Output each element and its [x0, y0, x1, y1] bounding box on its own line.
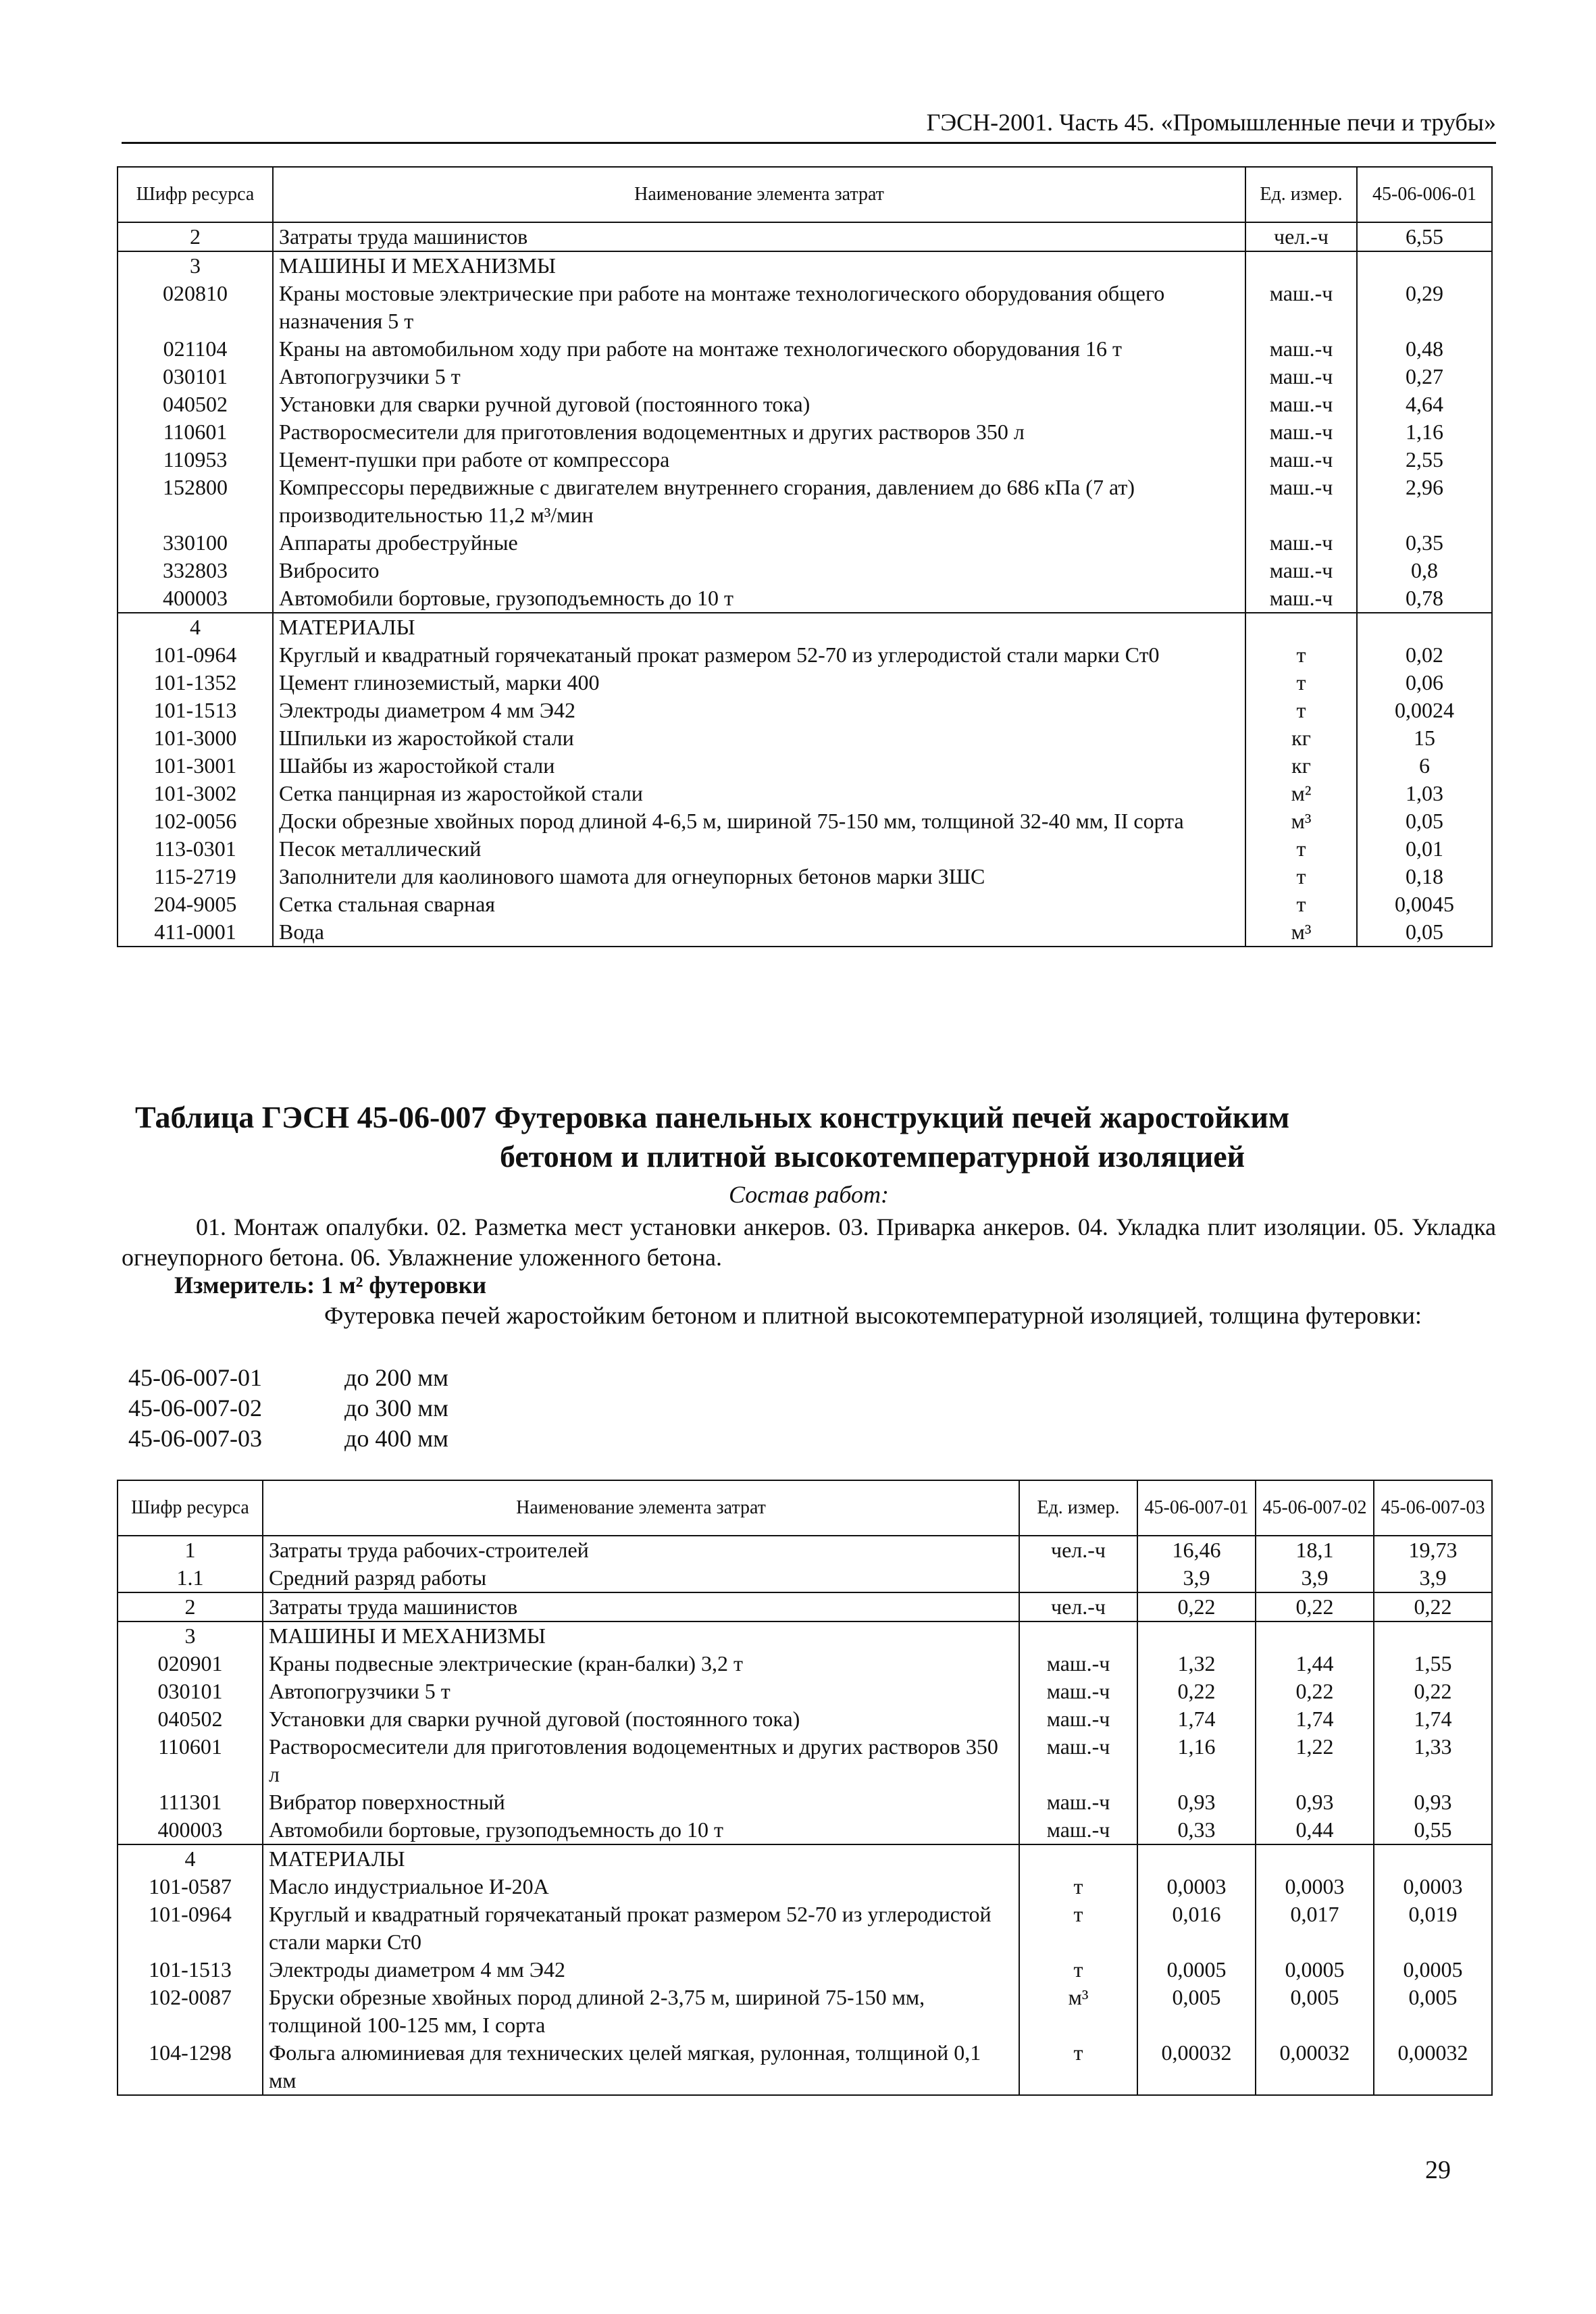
resource-table-45-06-006: [117, 166, 1493, 947]
cell-code: 3: [118, 251, 273, 280]
cell-code: 030101: [118, 1678, 263, 1705]
table-row: [118, 1650, 1492, 1678]
cell-code: 040502: [118, 391, 273, 418]
cell-unit: [1019, 1844, 1137, 1873]
cell-name: Вода: [273, 918, 1245, 947]
cell-code: 4: [118, 1844, 263, 1873]
cell-name: Цемент глиноземистый, марки 400: [273, 669, 1245, 697]
cell-code: 101-0964: [118, 641, 273, 669]
cell-value: 0,48: [1357, 335, 1492, 363]
cell-value: 0,0005: [1256, 1956, 1374, 1984]
works-text: 01. Монтаж опалубки. 02. Разметка мест установки анкеров. 03. Приварка анкеров. 04. Укладка плит изоляции. 05. Укладка огнеупорного бетона. 06. Увлажнение уложенного бетона.: [122, 1213, 1496, 1271]
cell-unit: [1245, 251, 1357, 280]
cell-unit: т: [1245, 669, 1357, 697]
cell-value: 0,005: [1137, 1984, 1256, 2039]
table-header-row: [118, 167, 1492, 222]
cell-unit: м³: [1019, 1984, 1137, 2039]
table-row: [118, 1788, 1492, 1816]
cell-value: 2,96: [1357, 474, 1492, 529]
table-row: [118, 1956, 1492, 1984]
cell-name: Аппараты дробеструйные: [273, 529, 1245, 557]
cell-value: 0,93: [1137, 1788, 1256, 1816]
cell-code: 030101: [118, 363, 273, 391]
table-row: [118, 780, 1492, 807]
cell-name: Вибратор поверхностный: [263, 1788, 1019, 1816]
cell-name: Краны подвесные электрические (кран-балки) 3,2 т: [263, 1650, 1019, 1678]
table-row: [118, 918, 1492, 947]
table-row: [118, 697, 1492, 724]
table-row: [118, 529, 1492, 557]
cell-code: 101-3001: [118, 752, 273, 780]
cell-name: Затраты труда машинистов: [263, 1592, 1019, 1621]
cell-value: 0,06: [1357, 669, 1492, 697]
table-row: [118, 1816, 1492, 1844]
cell-value: 0,0024: [1357, 697, 1492, 724]
variant-item: [128, 1393, 448, 1424]
cell-code: 020901: [118, 1650, 263, 1678]
works-description: [122, 1212, 1496, 1273]
cell-name: Автомобили бортовые, грузоподъемность до 10 т: [273, 584, 1245, 613]
cell-value: 1,16: [1357, 418, 1492, 446]
header-unit: Ед. измер.: [1245, 167, 1357, 222]
cell-unit: маш.-ч: [1019, 1733, 1137, 1788]
table-row: [118, 724, 1492, 752]
cell-value: 0,005: [1256, 1984, 1374, 2039]
header-value-03: 45-06-007-03: [1374, 1480, 1492, 1536]
cell-unit: чел.-ч: [1245, 222, 1357, 251]
cell-name: Песок металлический: [273, 835, 1245, 863]
table-title-line2: бетоном и плитной высокотемпературной изоляцией: [500, 1139, 1245, 1174]
cell-value: 0,44: [1256, 1816, 1374, 1844]
cell-name: Установки для сварки ручной дуговой (постоянного тока): [273, 391, 1245, 418]
measure-unit: Измеритель: 1 м² футеровки: [174, 1272, 487, 1299]
cell-code: 1.1: [118, 1564, 263, 1592]
cell-name: Фольга алюминиевая для технических целей мягкая, рулонная, толщиной 0,1 мм: [263, 2039, 1019, 2095]
cell-code: 113-0301: [118, 835, 273, 863]
cell-value: 6,55: [1357, 222, 1492, 251]
variant-label: до 200 мм: [344, 1364, 448, 1391]
header-value: 45-06-006-01: [1357, 167, 1492, 222]
page-header: ГЭСН-2001. Часть 45. «Промышленные печи и трубы»: [122, 103, 1496, 144]
page-number: 29: [1425, 2156, 1451, 2184]
works-caption: Состав работ:: [729, 1181, 889, 1208]
cell-value: 0,8: [1357, 557, 1492, 584]
cell-code: 110601: [118, 1733, 263, 1788]
cell-value: 0,017: [1256, 1901, 1374, 1956]
table-row: [118, 890, 1492, 918]
table-row: [118, 1733, 1492, 1788]
cell-code: 204-9005: [118, 890, 273, 918]
cell-name: Сетка стальная сварная: [273, 890, 1245, 918]
cell-name: Электроды диаметром 4 мм Э42: [273, 697, 1245, 724]
cell-name: Автомобили бортовые, грузоподъемность до 10 т: [263, 1816, 1019, 1844]
cell-unit: маш.-ч: [1245, 280, 1357, 335]
cell-name: Затраты труда рабочих-строителей: [263, 1536, 1019, 1564]
cell-name: Круглый и квадратный горячекатаный прокат размером 52-70 из углеродистой стали марки Ст0: [263, 1901, 1019, 1956]
cell-code: 104-1298: [118, 2039, 263, 2095]
cell-value: 0,02: [1357, 641, 1492, 669]
cell-unit: [1245, 613, 1357, 641]
table-body: [118, 1536, 1492, 2095]
cell-unit: маш.-ч: [1019, 1816, 1137, 1844]
cell-unit: [1019, 1564, 1137, 1592]
cell-unit: т: [1019, 1956, 1137, 1984]
cell-code: 400003: [118, 584, 273, 613]
cell-value: 0,33: [1137, 1816, 1256, 1844]
cell-code: 400003: [118, 1816, 263, 1844]
cell-code: 115-2719: [118, 863, 273, 890]
table-row: [118, 669, 1492, 697]
cell-code: 101-1352: [118, 669, 273, 697]
table-row: [118, 863, 1492, 890]
cell-unit: т: [1245, 835, 1357, 863]
cell-value: 0,0003: [1137, 1873, 1256, 1901]
cell-value: 0,22: [1256, 1678, 1374, 1705]
cell-unit: маш.-ч: [1245, 335, 1357, 363]
header-name: Наименование элемента затрат: [263, 1480, 1019, 1536]
cell-code: 2: [118, 222, 273, 251]
cell-value: 0,0003: [1374, 1873, 1492, 1901]
resource-table-45-06-007: [117, 1480, 1493, 2096]
cell-value: 0,93: [1256, 1788, 1374, 1816]
cell-unit: маш.-ч: [1019, 1705, 1137, 1733]
variant-label: до 400 мм: [344, 1425, 448, 1452]
cell-unit: м²: [1245, 780, 1357, 807]
table-row: [118, 418, 1492, 446]
cell-code: 101-0964: [118, 1901, 263, 1956]
table-title: [122, 1098, 1496, 1176]
table-row: [118, 251, 1492, 280]
cell-value: 0,22: [1374, 1592, 1492, 1621]
table-row: [118, 1536, 1492, 1564]
cell-unit: маш.-ч: [1245, 418, 1357, 446]
cell-value: 1,22: [1256, 1733, 1374, 1788]
cell-unit: маш.-ч: [1245, 529, 1357, 557]
cell-value: 1,74: [1374, 1705, 1492, 1733]
table-row: [118, 222, 1492, 251]
table-row: [118, 391, 1492, 418]
cell-unit: т: [1245, 641, 1357, 669]
cell-value: 0,01: [1357, 835, 1492, 863]
cell-code: 411-0001: [118, 918, 273, 947]
cell-name: Растворосмесители для приготовления водоцементных и других растворов 350 л: [263, 1733, 1019, 1788]
cell-value: 0,0005: [1137, 1956, 1256, 1984]
cell-value: 1,03: [1357, 780, 1492, 807]
cell-unit: маш.-ч: [1019, 1678, 1137, 1705]
cell-unit: т: [1019, 1873, 1137, 1901]
cell-unit: кг: [1245, 752, 1357, 780]
cell-unit: т: [1245, 863, 1357, 890]
cell-name: Вибросито: [273, 557, 1245, 584]
cell-name: МАШИНЫ И МЕХАНИЗМЫ: [273, 251, 1245, 280]
table-row: [118, 1873, 1492, 1901]
cell-code: 101-3000: [118, 724, 273, 752]
table-row: [118, 1844, 1492, 1873]
table-row: [118, 2039, 1492, 2095]
cell-value: 16,46: [1137, 1536, 1256, 1564]
cell-value: 2,55: [1357, 446, 1492, 474]
table-row: [118, 807, 1492, 835]
cell-name: Затраты труда машинистов: [273, 222, 1245, 251]
cell-value: 0,22: [1374, 1678, 1492, 1705]
cell-value: 1,16: [1137, 1733, 1256, 1788]
cell-unit: т: [1245, 697, 1357, 724]
header-unit: Ед. измер.: [1019, 1480, 1137, 1536]
table-row: [118, 1984, 1492, 2039]
cell-value: 0,22: [1256, 1592, 1374, 1621]
variants-list: [128, 1363, 448, 1454]
cell-unit: маш.-ч: [1245, 391, 1357, 418]
cell-code: 102-0087: [118, 1984, 263, 2039]
cell-value: 0,93: [1374, 1788, 1492, 1816]
cell-value: 0,27: [1357, 363, 1492, 391]
cell-value: [1256, 1844, 1374, 1873]
cell-code: 101-1513: [118, 697, 273, 724]
variant-item: [128, 1424, 448, 1454]
cell-name: Заполнители для каолинового шамота для огнеупорных бетонов марки ЗШС: [273, 863, 1245, 890]
table-row: [118, 752, 1492, 780]
cell-code: 101-0587: [118, 1873, 263, 1901]
cell-value: 1,32: [1137, 1650, 1256, 1678]
cell-name: Автопогрузчики 5 т: [273, 363, 1245, 391]
header-value-02: 45-06-007-02: [1256, 1480, 1374, 1536]
cell-name: Средний разряд работы: [263, 1564, 1019, 1592]
cell-value: 0,00032: [1374, 2039, 1492, 2095]
cell-value: 4,64: [1357, 391, 1492, 418]
cell-code: 4: [118, 613, 273, 641]
cell-name: Доски обрезные хвойных пород длиной 4-6,5 м, шириной 75-150 мм, толщиной 32-40 мм, II сорта: [273, 807, 1245, 835]
cell-code: 102-0056: [118, 807, 273, 835]
cell-unit: маш.-ч: [1245, 474, 1357, 529]
cell-value: [1256, 1621, 1374, 1650]
cell-code: 101-3002: [118, 780, 273, 807]
cell-name: Краны мостовые электрические при работе на монтаже технологического оборудования общего назначения 5 т: [273, 280, 1245, 335]
cell-value: 0,78: [1357, 584, 1492, 613]
table-row: [118, 835, 1492, 863]
cell-unit: м³: [1245, 918, 1357, 947]
cell-code: 332803: [118, 557, 273, 584]
table-title-line1: Таблица ГЭСН 45-06-007 Футеровка панельных конструкций печей жаростойким: [135, 1100, 1290, 1134]
cell-name: Круглый и квадратный горячекатаный прокат размером 52-70 из углеродистой стали марки Ст0: [273, 641, 1245, 669]
cell-value: 3,9: [1256, 1564, 1374, 1592]
cell-name: Бруски обрезные хвойных пород длиной 2-3,75 м, шириной 75-150 мм, толщиной 100-125 мм, I сорта: [263, 1984, 1019, 2039]
cell-value: [1374, 1621, 1492, 1650]
table-row: [118, 613, 1492, 641]
cell-value: [1137, 1621, 1256, 1650]
cell-code: 101-1513: [118, 1956, 263, 1984]
lining-description: Футеровка печей жаростойким бетоном и плитной высокотемпературной изоляцией, толщина футеровки:: [324, 1302, 1422, 1329]
cell-value: 0,00032: [1137, 2039, 1256, 2095]
table-row: [118, 557, 1492, 584]
cell-value: 3,9: [1137, 1564, 1256, 1592]
table-row: [118, 641, 1492, 669]
cell-code: 330100: [118, 529, 273, 557]
cell-name: МАТЕРИАЛЫ: [273, 613, 1245, 641]
table-row: [118, 446, 1492, 474]
cell-unit: т: [1019, 1901, 1137, 1956]
variant-label: до 300 мм: [344, 1394, 448, 1422]
cell-value: 0,005: [1374, 1984, 1492, 2039]
variant-item: [128, 1363, 448, 1393]
cell-unit: маш.-ч: [1245, 363, 1357, 391]
header-value-01: 45-06-007-01: [1137, 1480, 1256, 1536]
cell-unit: чел.-ч: [1019, 1592, 1137, 1621]
cell-name: Автопогрузчики 5 т: [263, 1678, 1019, 1705]
cell-name: Краны на автомобильном ходу при работе на монтаже технологического оборудования 16 т: [273, 335, 1245, 363]
header-code: Шифр ресурса: [118, 1480, 263, 1536]
table-row: [118, 584, 1492, 613]
table-row: [118, 335, 1492, 363]
cell-code: 040502: [118, 1705, 263, 1733]
cell-code: 021104: [118, 335, 273, 363]
header-code: Шифр ресурса: [118, 167, 273, 222]
variant-code: 45-06-007-01: [128, 1364, 262, 1391]
table-row: [118, 1678, 1492, 1705]
cell-value: 0,29: [1357, 280, 1492, 335]
cell-name: Шпильки из жаростойкой стали: [273, 724, 1245, 752]
cell-name: Установки для сварки ручной дуговой (постоянного тока): [263, 1705, 1019, 1733]
cell-code: 110601: [118, 418, 273, 446]
cell-unit: [1019, 1621, 1137, 1650]
cell-value: 1,74: [1137, 1705, 1256, 1733]
cell-code: 111301: [118, 1788, 263, 1816]
cell-value: 0,05: [1357, 807, 1492, 835]
table-row: [118, 1901, 1492, 1956]
cell-value: 0,0045: [1357, 890, 1492, 918]
cell-value: 0,35: [1357, 529, 1492, 557]
cell-unit: чел.-ч: [1019, 1536, 1137, 1564]
cell-unit: маш.-ч: [1245, 557, 1357, 584]
cell-value: 0,22: [1137, 1678, 1256, 1705]
cell-name: МАШИНЫ И МЕХАНИЗМЫ: [263, 1621, 1019, 1650]
table-row: [118, 474, 1492, 529]
cell-name: Масло индустриальное И-20А: [263, 1873, 1019, 1901]
cell-value: 1,33: [1374, 1733, 1492, 1788]
cell-value: 0,18: [1357, 863, 1492, 890]
cell-name: Растворосмесители для приготовления водоцементных и других растворов 350 л: [273, 418, 1245, 446]
cell-value: 19,73: [1374, 1536, 1492, 1564]
cell-unit: т: [1019, 2039, 1137, 2095]
cell-value: 0,016: [1137, 1901, 1256, 1956]
cell-value: 1,44: [1256, 1650, 1374, 1678]
cell-unit: маш.-ч: [1019, 1788, 1137, 1816]
cell-name: Электроды диаметром 4 мм Э42: [263, 1956, 1019, 1984]
cell-value: 0,22: [1137, 1592, 1256, 1621]
cell-value: 1,55: [1374, 1650, 1492, 1678]
cell-unit: маш.-ч: [1245, 446, 1357, 474]
cell-value: 0,0003: [1256, 1873, 1374, 1901]
cell-unit: маш.-ч: [1245, 584, 1357, 613]
cell-unit: м³: [1245, 807, 1357, 835]
cell-code: 1: [118, 1536, 263, 1564]
cell-value: 18,1: [1256, 1536, 1374, 1564]
cell-code: 020810: [118, 280, 273, 335]
cell-name: Сетка панцирная из жаростойкой стали: [273, 780, 1245, 807]
cell-value: [1357, 613, 1492, 641]
cell-value: [1357, 251, 1492, 280]
cell-name: Шайбы из жаростойкой стали: [273, 752, 1245, 780]
table-row: [118, 1592, 1492, 1621]
cell-value: 15: [1357, 724, 1492, 752]
cell-value: [1374, 1844, 1492, 1873]
cell-code: 110953: [118, 446, 273, 474]
cell-value: 1,74: [1256, 1705, 1374, 1733]
cell-value: 0,019: [1374, 1901, 1492, 1956]
cell-value: 0,05: [1357, 918, 1492, 947]
table-body: [118, 222, 1492, 947]
cell-value: [1137, 1844, 1256, 1873]
cell-value: 3,9: [1374, 1564, 1492, 1592]
cell-value: 6: [1357, 752, 1492, 780]
cell-value: 0,0005: [1374, 1956, 1492, 1984]
header-name: Наименование элемента затрат: [273, 167, 1245, 222]
cell-code: 2: [118, 1592, 263, 1621]
table-row: [118, 1564, 1492, 1592]
cell-name: Компрессоры передвижные с двигателем внутреннего сгорания, давлением до 686 кПа (7 ат) производительностью 11,2 м³/мин: [273, 474, 1245, 529]
variant-code: 45-06-007-02: [128, 1394, 262, 1422]
cell-code: 152800: [118, 474, 273, 529]
cell-unit: маш.-ч: [1019, 1650, 1137, 1678]
table-row: [118, 1705, 1492, 1733]
cell-unit: кг: [1245, 724, 1357, 752]
table-row: [118, 363, 1492, 391]
table-row: [118, 280, 1492, 335]
cell-value: 0,55: [1374, 1816, 1492, 1844]
table-header-row: [118, 1480, 1492, 1536]
cell-value: 0,00032: [1256, 2039, 1374, 2095]
cell-name: МАТЕРИАЛЫ: [263, 1844, 1019, 1873]
table-row: [118, 1621, 1492, 1650]
cell-unit: т: [1245, 890, 1357, 918]
cell-name: Цемент-пушки при работе от компрессора: [273, 446, 1245, 474]
variant-code: 45-06-007-03: [128, 1425, 262, 1452]
cell-code: 3: [118, 1621, 263, 1650]
